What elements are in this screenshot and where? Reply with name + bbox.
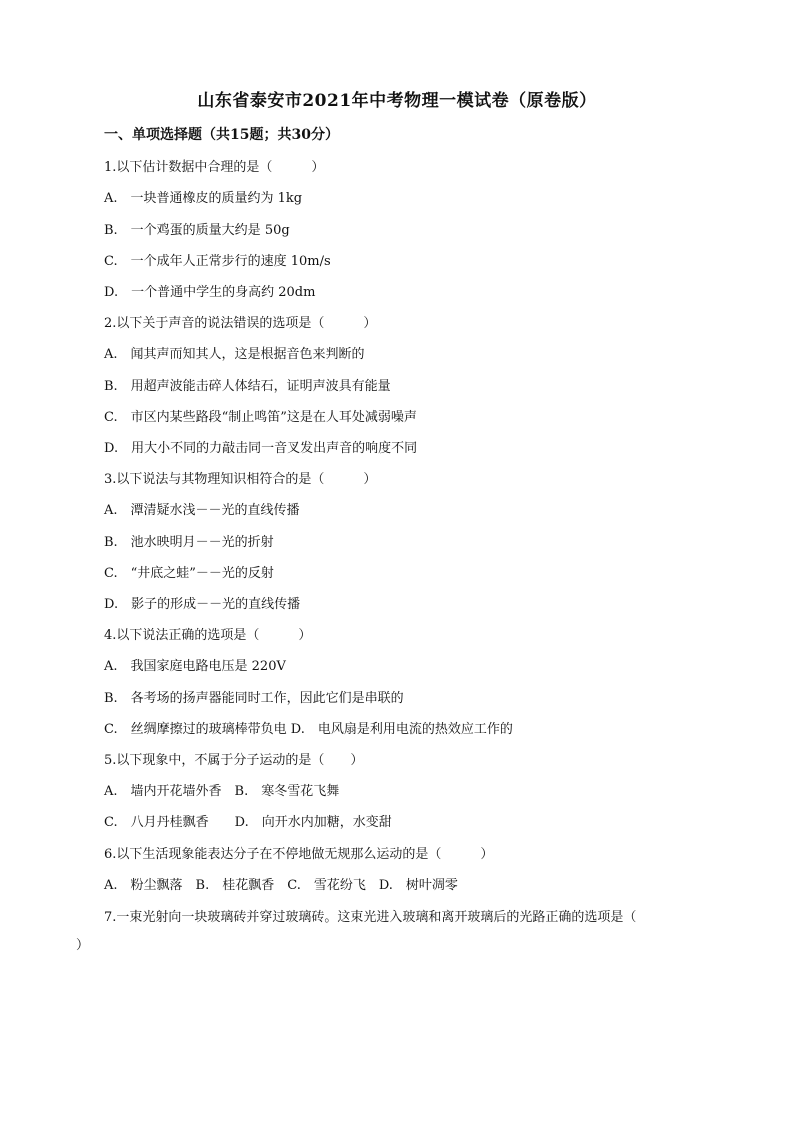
question-5: 5.以下现象中，不属于分子运动的是（ ） xyxy=(104,753,364,768)
q4-option-b: B. 各考场的扬声器能同时工作，因此它们是串联的 xyxy=(104,691,404,706)
question-7-continued: ） xyxy=(76,938,90,953)
question-2: 2.以下关于声音的说法错误的选项是（ ） xyxy=(104,316,377,331)
q3-option-a: A. 潭清疑水浅－－光的直线传播 xyxy=(104,503,300,518)
q4-option-cd: C. 丝绸摩擦过的玻璃棒带负电 D. 电风扇是利用电流的热效应工作的 xyxy=(104,722,513,737)
q1-option-b: B. 一个鸡蛋的质量大约是 50g xyxy=(104,223,290,238)
q3-option-b: B. 池水映明月－－光的折射 xyxy=(104,535,274,550)
q1-option-a: A. 一块普通橡皮的质量约为 1kg xyxy=(104,191,303,206)
question-4: 4.以下说法正确的选项是（ ） xyxy=(104,628,312,643)
q3-option-d: D. 影子的形成－－光的直线传播 xyxy=(104,597,301,612)
q2-option-b: B. 用超声波能击碎人体结石，证明声波具有能量 xyxy=(104,379,391,394)
q1-option-d: D. 一个普通中学生的身高约 20dm xyxy=(104,285,316,300)
section-heading: 一、单项选择题（共15题；共30分） xyxy=(104,127,339,143)
q2-option-a: A. 闻其声而知其人，这是根据音色来判断的 xyxy=(104,347,365,362)
q6-options: A. 粉尘飘落 B. 桂花飘香 C. 雪花纷飞 D. 树叶凋零 xyxy=(104,878,458,893)
q2-option-c: C. 市区内某些路段“制止鸣笛”这是在人耳处减弱噪声 xyxy=(104,410,417,425)
q3-option-c: C. “井底之蛙”－－光的反射 xyxy=(104,566,274,581)
question-1: 1.以下估计数据中合理的是（ ） xyxy=(104,160,325,175)
question-3: 3.以下说法与其物理知识相符合的是（ ） xyxy=(104,472,377,487)
q5-option-ab: A. 墙内开花墙外香 B. 寒冬雪花飞舞 xyxy=(104,784,340,799)
q1-option-c: C. 一个成年人正常步行的速度 10m/s xyxy=(104,254,331,269)
q4-option-a: A. 我国家庭电路电压是 220V xyxy=(104,659,286,674)
q5-option-cd: C. 八月丹桂飘香 D. 向开水内加糖，水变甜 xyxy=(104,815,392,830)
q2-option-d: D. 用大小不同的力敲击同一音叉发出声音的响度不同 xyxy=(104,441,418,456)
page-title: 山东省泰安市2021年中考物理一模试卷（原卷版） xyxy=(197,91,597,111)
question-6: 6.以下生活现象能表达分子在不停地做无规那么运动的是（ ） xyxy=(104,847,494,862)
question-7: 7.一束光射向一块玻璃砖并穿过玻璃砖。这束光进入玻璃和离开玻璃后的光路正确的选项是（ xyxy=(104,910,637,925)
